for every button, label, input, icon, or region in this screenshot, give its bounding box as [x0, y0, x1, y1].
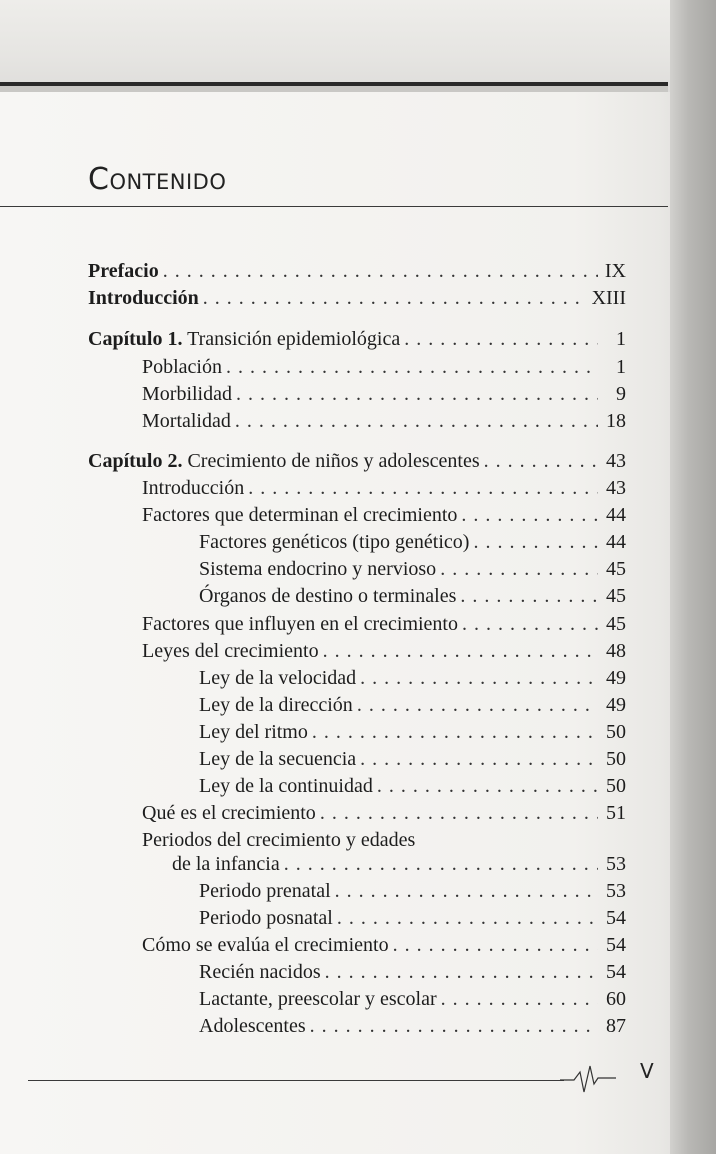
chapter-number: Capítulo 2. [88, 450, 183, 472]
toc-entry-label: Ley de la dirección [199, 694, 353, 716]
toc-page-number: 9 [616, 383, 626, 405]
dot-leader [393, 932, 598, 958]
toc-page-number: 50 [606, 775, 626, 797]
toc-entry [199, 583, 626, 609]
dot-leader [337, 905, 598, 931]
toc-entry [199, 878, 626, 904]
dot-leader [377, 773, 598, 799]
toc-page-number: 43 [606, 477, 626, 499]
toc-entry-label: Ley de la velocidad [199, 667, 357, 689]
toc-entry [88, 258, 626, 284]
chapter-number: Capítulo 1. [88, 328, 183, 350]
toc-page-number: 48 [606, 640, 626, 662]
toc-page-number: 54 [606, 907, 626, 929]
toc-entry-title [199, 905, 333, 931]
toc-page-number: 51 [606, 802, 626, 824]
dot-leader [473, 529, 598, 555]
toc-entry-label: Transición epidemiológica [187, 328, 401, 350]
toc-entry [88, 285, 626, 311]
dot-leader [248, 475, 598, 501]
toc-entry [172, 851, 626, 877]
toc-page-number: 18 [606, 410, 626, 432]
toc-entry-title [88, 285, 199, 311]
dot-leader [335, 878, 598, 904]
toc-entry-label: Leyes del crecimiento [142, 640, 319, 662]
toc-entry-title [199, 665, 356, 691]
toc-entry-title [199, 1013, 306, 1039]
toc-entry-label: Introducción [142, 477, 245, 499]
dot-leader [462, 611, 598, 637]
dot-leader [236, 381, 598, 407]
toc-entry-label: Periodo prenatal [199, 880, 331, 902]
toc-page-number: 87 [606, 1015, 626, 1037]
toc-entry [142, 932, 626, 958]
dot-leader [360, 665, 598, 691]
dot-leader [235, 408, 598, 434]
toc-entry-title [199, 692, 353, 718]
toc-entry-title [88, 326, 400, 352]
toc-entry-label: Recién nacidos [199, 961, 321, 983]
toc-page-number: 54 [606, 961, 626, 983]
toc-entry-title [142, 827, 415, 853]
toc-entry-label: Ley de la continuidad [199, 775, 373, 797]
toc-page-number: 44 [606, 504, 626, 526]
toc-entry-title [88, 448, 480, 474]
dot-leader [461, 502, 598, 528]
toc-entry-title [199, 986, 437, 1012]
dot-leader [320, 800, 598, 826]
toc-entry-label: Periodo posnatal [199, 907, 333, 929]
toc-entry-title [199, 583, 456, 609]
dot-leader [441, 986, 598, 1012]
dot-leader [310, 1013, 598, 1039]
toc-page-number: 53 [606, 880, 626, 902]
dot-leader [226, 354, 598, 380]
dot-leader [284, 851, 598, 877]
toc-page-number: 45 [606, 558, 626, 580]
toc-entry-label: Periodos del crecimiento y edades [142, 829, 416, 851]
dot-leader [360, 746, 598, 772]
toc-entry-label: Sistema endocrino y nervioso [199, 558, 437, 580]
toc-entry-title [172, 851, 280, 877]
toc-entry [199, 1013, 626, 1039]
toc-entry-label: Mortalidad [142, 410, 231, 432]
toc-page-number: 54 [606, 934, 626, 956]
toc-page-number: XIII [591, 287, 626, 309]
toc-page-number: 45 [606, 585, 626, 607]
toc-entry-label: Crecimiento de niños y adolescentes [187, 450, 480, 472]
toc-entry [142, 827, 626, 853]
dot-leader [484, 448, 598, 474]
toc-entry [88, 326, 626, 352]
toc-page-number: 53 [606, 853, 626, 875]
page-title: Contenido [88, 162, 227, 197]
toc-entry-label: Ley del ritmo [199, 721, 308, 743]
toc-entry-label: Ley de la secuencia [199, 748, 357, 770]
dot-leader [323, 638, 598, 664]
toc-entry-title [199, 959, 321, 985]
toc-entry [199, 986, 626, 1012]
toc-entry-title [88, 258, 159, 284]
dot-leader [203, 285, 588, 311]
toc-entry-label: Factores que influyen en el crecimiento [142, 613, 458, 635]
toc-entry-label: Introducción [88, 287, 199, 309]
dot-leader [325, 959, 598, 985]
toc-entry [199, 719, 626, 745]
toc-page-number: IX [604, 260, 626, 282]
toc-entry-label: Población [142, 356, 222, 378]
toc-entry-label: Cómo se evalúa el crecimiento [142, 934, 389, 956]
toc-entry [199, 692, 626, 718]
toc-entry-title [199, 556, 436, 582]
page-number: V [640, 1059, 654, 1083]
toc-entry-label: Qué es el crecimiento [142, 802, 316, 824]
toc-page-number: 50 [606, 748, 626, 770]
toc-entry-title [199, 746, 356, 772]
dot-leader [163, 258, 598, 284]
toc-entry [142, 354, 626, 380]
toc-entry [142, 381, 626, 407]
toc-entry-label: Factores que determinan el crecimiento [142, 504, 458, 526]
toc-entry [199, 773, 626, 799]
toc-page-number: 49 [606, 667, 626, 689]
toc-entry [199, 959, 626, 985]
toc-page-number: 60 [606, 988, 626, 1010]
toc-entry-label: Lactante, preescolar y escolar [199, 988, 437, 1010]
toc-entry-label: Prefacio [88, 260, 159, 282]
toc-entry-title [199, 773, 373, 799]
toc-entry [142, 502, 626, 528]
dot-leader [404, 326, 598, 352]
toc-page-number: 1 [616, 328, 626, 350]
toc-entry-title [142, 932, 389, 958]
toc-entry [142, 611, 626, 637]
toc-entry [199, 905, 626, 931]
toc-entry [142, 475, 626, 501]
toc-entry [142, 638, 626, 664]
toc-entry-title [199, 719, 308, 745]
toc-entry-title [142, 475, 244, 501]
toc-entry [199, 556, 626, 582]
toc-entry-label: Adolescentes [199, 1015, 306, 1037]
toc-entry [88, 448, 626, 474]
toc-page-number: 50 [606, 721, 626, 743]
toc-page-number: 43 [606, 450, 626, 472]
toc-page-number: 49 [606, 694, 626, 716]
toc-entry-title [142, 611, 458, 637]
toc-entry-label: de la infancia [172, 853, 280, 875]
squiggle-ornament [560, 1058, 616, 1098]
toc-entry-label: Factores genéticos (tipo genético) [199, 531, 470, 553]
toc-page-number: 44 [606, 531, 626, 553]
dot-leader [312, 719, 598, 745]
toc-entry [142, 800, 626, 826]
toc-entry-title [199, 529, 469, 555]
bottom-rule [28, 1080, 564, 1081]
toc-entry [199, 665, 626, 691]
toc-entry-title [142, 502, 457, 528]
toc-entry-title [142, 381, 232, 407]
toc-page-number: 1 [616, 356, 626, 378]
toc-entry [142, 408, 626, 434]
toc-entry-title [142, 408, 231, 434]
toc-entry [199, 529, 626, 555]
toc-entry-title [142, 354, 222, 380]
toc-entry-title [142, 800, 316, 826]
dot-leader [460, 583, 598, 609]
toc-entry-title [142, 638, 319, 664]
toc-page-number: 45 [606, 613, 626, 635]
dot-leader [357, 692, 598, 718]
toc-entry-label: Morbilidad [142, 383, 232, 405]
toc-entry-title [199, 878, 331, 904]
dot-leader [440, 556, 598, 582]
toc-entry-label: Órganos de destino o terminales [199, 585, 457, 607]
toc-entry [199, 746, 626, 772]
